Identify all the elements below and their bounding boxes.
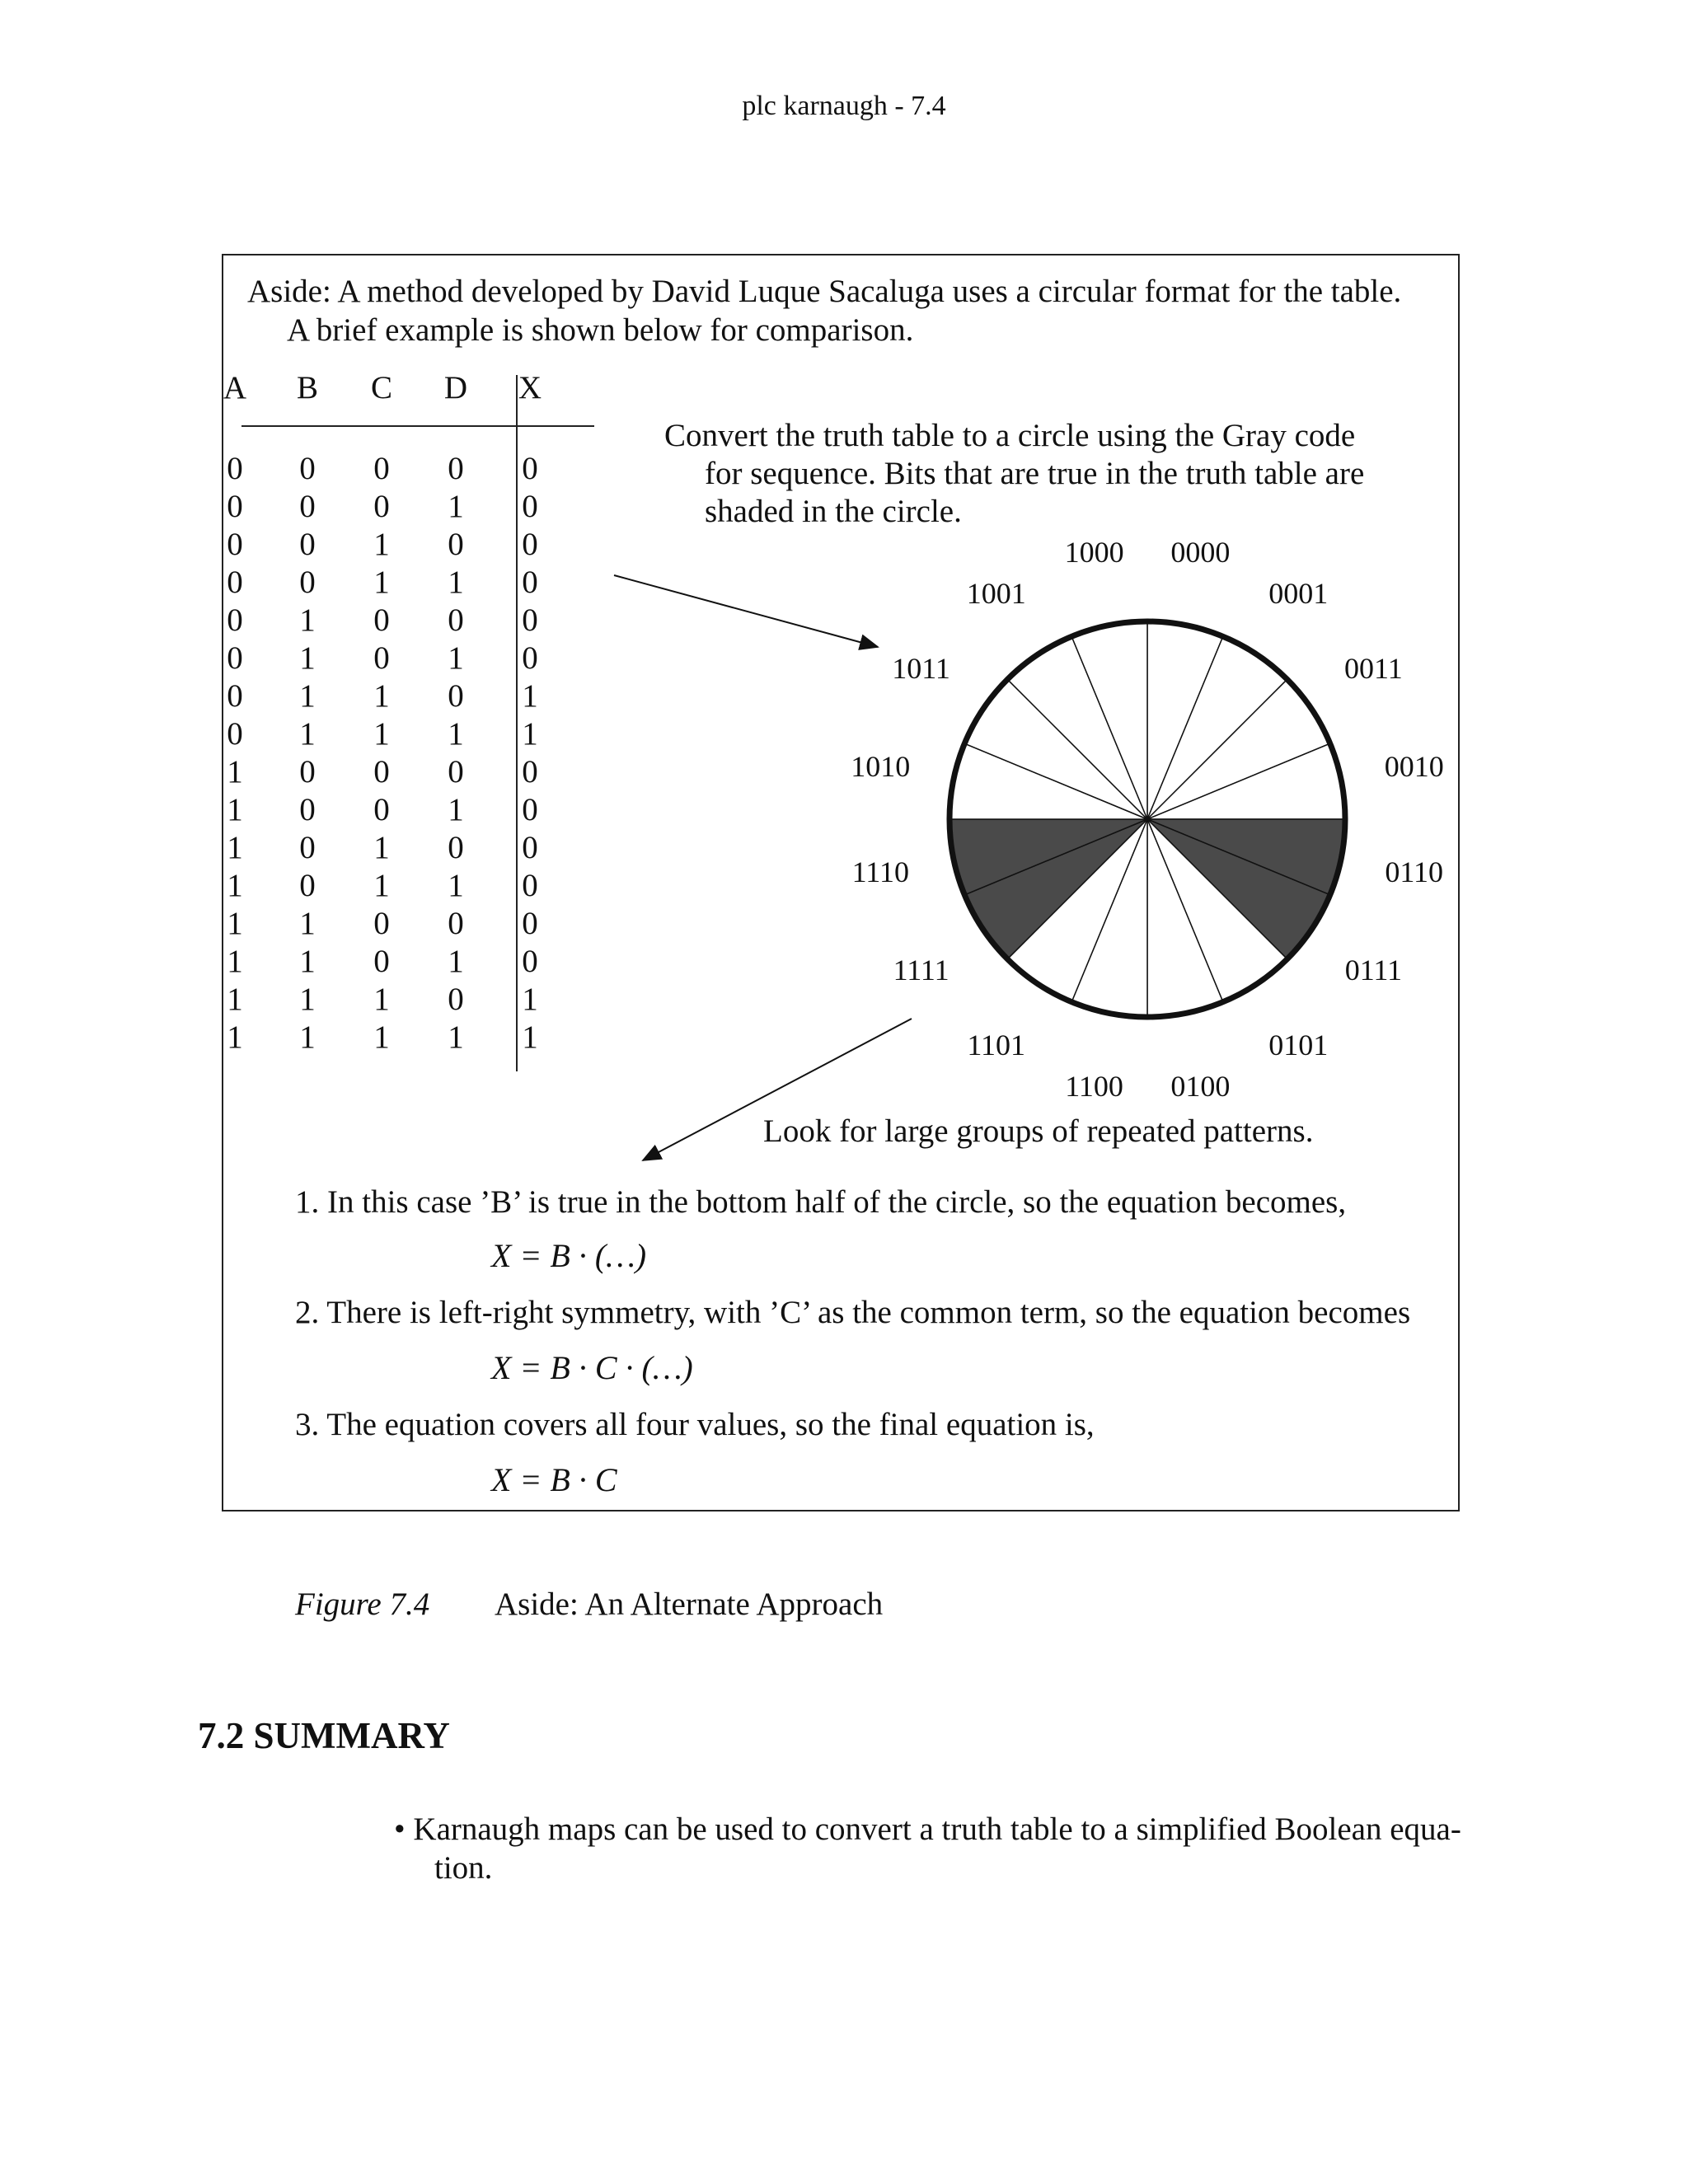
truth-table-cell: 0: [448, 982, 464, 1017]
segment-label-1011: 1011: [892, 651, 950, 685]
truth-table-cell: 1: [373, 678, 390, 714]
truth-table-cell: 1: [522, 716, 538, 752]
truth-table-header-a: A: [223, 370, 247, 405]
truth-table-cell: 1: [522, 1019, 538, 1055]
truth-table-cell: 1: [227, 868, 243, 903]
truth-table-cell: 1: [448, 1019, 464, 1055]
truth-table-cell: 1: [299, 982, 316, 1017]
truth-table-cell: 0: [522, 868, 538, 903]
truth-table-cell: 1: [227, 792, 243, 827]
arrow-table-to-circle: [614, 575, 878, 647]
truth-table-cell: 0: [448, 602, 464, 638]
truth-table-cell: 0: [373, 792, 390, 827]
truth-table-cell: 0: [522, 602, 538, 638]
truth-table-cell: 1: [373, 565, 390, 600]
truth-table-cell: 1: [299, 906, 316, 941]
truth-table-cell: 0: [448, 754, 464, 790]
segment-label-0100: 0100: [1170, 1069, 1231, 1103]
segment-label-1001: 1001: [966, 576, 1026, 610]
step-3-equation: X = B · C: [491, 1461, 617, 1498]
truth-table-header-c: C: [370, 370, 392, 405]
truth-table-cell: 0: [373, 602, 390, 638]
figure-number: Figure 7.4: [295, 1586, 430, 1622]
truth-table-cell: 0: [448, 451, 464, 486]
truth-table-header-x: X: [518, 370, 542, 405]
truth-table-cell: 1: [448, 944, 464, 979]
description-line-2: for sequence. Bits that are true in the truth table are: [705, 456, 1365, 491]
truth-table-cell: 0: [299, 489, 316, 524]
segment-label-1000: 1000: [1064, 536, 1124, 569]
truth-table-cell: 1: [227, 982, 243, 1017]
truth-table-cell: 1: [227, 830, 243, 865]
truth-table-header-d: D: [443, 370, 468, 405]
truth-table-cell: 1: [522, 982, 538, 1017]
step-1-text: 1. In this case ’B’ is true in the bottom half of the circle, so the equation becomes,: [295, 1184, 1347, 1220]
summary-bullet: • Karnaugh maps can be used to convert a truth table to a simplified Boolean equa-: [394, 1811, 1461, 1847]
truth-table-cell: 1: [299, 602, 316, 638]
truth-table-cell: 1: [227, 754, 243, 790]
truth-table-cell: 0: [227, 640, 243, 676]
truth-table-cell: 0: [448, 906, 464, 941]
truth-table-cell: 1: [373, 716, 390, 752]
truth-table-cell: 0: [522, 830, 538, 865]
truth-table-cell: 0: [522, 451, 538, 486]
truth-table-cell: 0: [373, 754, 390, 790]
step-2-text: 2. There is left-right symmetry, with ’C’ as the common term, so the equation becomes: [295, 1295, 1411, 1330]
gray-code-circle: [950, 621, 1345, 1017]
truth-table-cell: 1: [299, 640, 316, 676]
truth-table-cell: 0: [522, 792, 538, 827]
aside-line-2: A brief example is shown below for comparison.: [287, 312, 914, 348]
truth-table-cell: 0: [227, 602, 243, 638]
segment-label-0111: 0111: [1344, 954, 1403, 987]
step-3-text: 3. The equation covers all four values, so the final equation is,: [295, 1407, 1095, 1442]
segment-label-0010: 0010: [1384, 749, 1444, 783]
truth-table-cell: 1: [448, 716, 464, 752]
segment-label-0011: 0011: [1344, 651, 1403, 685]
truth-table-cell: 0: [227, 716, 243, 752]
truth-table-cell: 1: [299, 944, 316, 979]
truth-table-cell: 0: [227, 527, 243, 562]
truth-table-cell: 0: [227, 678, 243, 714]
truth-table-cell: 0: [448, 830, 464, 865]
segment-label-1010: 1010: [851, 749, 911, 783]
description-line-3: shaded in the circle.: [705, 494, 962, 529]
truth-table-cell: 0: [299, 830, 316, 865]
truth-table-cell: 1: [227, 1019, 243, 1055]
truth-table-cell: 0: [522, 754, 538, 790]
truth-table-cell: 1: [522, 678, 538, 714]
segment-label-0101: 0101: [1268, 1029, 1329, 1062]
truth-table-cell: 1: [299, 716, 316, 752]
truth-table-cell: 0: [299, 868, 316, 903]
truth-table-cell: 0: [227, 489, 243, 524]
truth-table-cell: 1: [227, 906, 243, 941]
truth-table-cell: 1: [373, 1019, 390, 1055]
truth-table-cell: 0: [373, 944, 390, 979]
section-heading: 7.2 SUMMARY: [198, 1715, 450, 1756]
truth-table-cell: 0: [227, 451, 243, 486]
step-1-equation: X = B · (…): [491, 1237, 647, 1274]
truth-table-cell: 0: [522, 906, 538, 941]
truth-table-cell: 0: [373, 640, 390, 676]
truth-table-cell: 0: [299, 527, 316, 562]
segment-label-0000: 0000: [1170, 536, 1231, 569]
truth-table-cell: 0: [522, 944, 538, 979]
truth-table-cell: 1: [448, 565, 464, 600]
truth-table-cell: 1: [299, 1019, 316, 1055]
truth-table-cell: 0: [522, 527, 538, 562]
truth-table-cell: 0: [299, 565, 316, 600]
truth-table-cell: 0: [227, 565, 243, 600]
truth-table-cell: 0: [373, 489, 390, 524]
truth-table-cell: 1: [373, 868, 390, 903]
truth-table-cell: 0: [522, 640, 538, 676]
running-header: plc karnaugh - 7.4: [742, 91, 946, 121]
truth-table-cell: 0: [522, 565, 538, 600]
truth-table-cell: 0: [448, 678, 464, 714]
truth-table-cell: 0: [448, 527, 464, 562]
summary-bullet-continuation: tion.: [434, 1850, 493, 1886]
aside-line-1: Aside: A method developed by David Luque Sacaluga uses a circular format for the table.: [247, 274, 1402, 309]
truth-table-cell: 1: [448, 868, 464, 903]
description-line-1: Convert the truth table to a circle using the Gray code: [664, 418, 1356, 453]
truth-table-cell: 0: [299, 792, 316, 827]
segment-label-0001: 0001: [1268, 576, 1329, 610]
truth-table-cell: 0: [299, 754, 316, 790]
truth-table-cell: 0: [373, 906, 390, 941]
truth-table-cell: 1: [373, 982, 390, 1017]
segment-label-1100: 1100: [1065, 1069, 1123, 1103]
step-2-equation: X = B · C · (…): [491, 1349, 693, 1386]
truth-table-cell: 1: [373, 830, 390, 865]
truth-table-cell: 0: [373, 451, 390, 486]
truth-table-header-b: B: [296, 370, 318, 405]
truth-table-cell: 1: [299, 678, 316, 714]
segment-label-1111: 1111: [893, 954, 950, 987]
truth-table-cell: 1: [448, 640, 464, 676]
truth-table-cell: 0: [522, 489, 538, 524]
truth-table-cell: 0: [299, 451, 316, 486]
segment-label-0110: 0110: [1385, 855, 1444, 889]
segment-label-1101: 1101: [967, 1029, 1026, 1062]
look-for-groups-text: Look for large groups of repeated patterns.: [763, 1113, 1314, 1149]
truth-table-cell: 1: [373, 527, 390, 562]
figure-title: Aside: An Alternate Approach: [495, 1586, 884, 1622]
truth-table-cell: 1: [448, 489, 464, 524]
truth-table-cell: 1: [227, 944, 243, 979]
segment-label-1110: 1110: [851, 855, 909, 889]
truth-table-cell: 1: [448, 792, 464, 827]
